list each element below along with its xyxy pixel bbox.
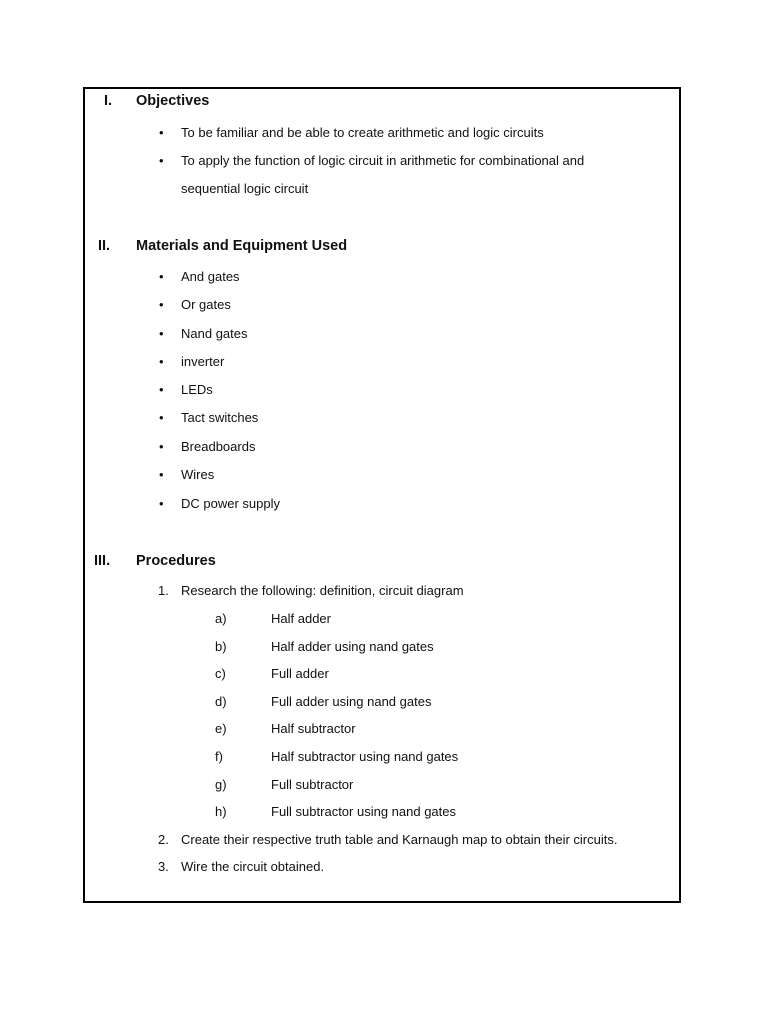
subitem-letter: d)	[215, 694, 227, 709]
subitem-letter: a)	[215, 611, 227, 626]
document-frame	[83, 87, 681, 903]
list-item-continuation: sequential logic circuit	[181, 181, 309, 196]
subitem-text: Half subtractor using nand gates	[271, 749, 459, 764]
subitem-letter: f)	[215, 749, 223, 764]
bullet-marker: •	[159, 410, 164, 425]
list-item: Or gates	[181, 297, 231, 312]
bullet-marker: •	[159, 153, 164, 168]
section-heading-objectives: Objectives	[136, 93, 210, 109]
step-number: 2.	[158, 832, 169, 847]
section-numeral: I.	[104, 93, 113, 109]
subitem-letter: h)	[215, 804, 227, 819]
bullet-marker: •	[159, 297, 164, 312]
subitem-letter: b)	[215, 639, 227, 654]
bullet-marker: •	[159, 326, 164, 341]
list-item: Nand gates	[181, 326, 248, 341]
step-text: Create their respective truth table and Karnaugh map to obtain their circuits.	[181, 832, 618, 847]
bullet-marker: •	[159, 467, 164, 482]
step-number: 1.	[158, 583, 169, 598]
list-item: Tact switches	[181, 410, 259, 425]
bullet-marker: •	[159, 125, 164, 140]
subitem-letter: g)	[215, 777, 227, 792]
list-item: inverter	[181, 354, 225, 369]
bullet-marker: •	[159, 496, 164, 511]
subitem-text: Half subtractor	[271, 721, 356, 736]
bullet-marker: •	[159, 439, 164, 454]
bullet-marker: •	[159, 269, 164, 284]
bullet-marker: •	[159, 382, 164, 397]
bullet-marker: •	[159, 354, 164, 369]
subitem-text: Full adder using nand gates	[271, 694, 432, 709]
section-heading-materials: Materials and Equipment Used	[136, 238, 348, 254]
subitem-text: Half adder	[271, 611, 331, 626]
subitem-text: Full subtractor using nand gates	[271, 804, 456, 819]
list-item: DC power supply	[181, 496, 280, 511]
subitem-letter: e)	[215, 721, 227, 736]
subitem-text: Half adder using nand gates	[271, 639, 434, 654]
list-item: Wires	[181, 467, 215, 482]
step-text: Wire the circuit obtained.	[181, 859, 325, 874]
step-number: 3.	[158, 859, 169, 874]
section-numeral: III.	[94, 553, 111, 569]
step-text: Research the following: definition, circuit diagram	[181, 583, 464, 598]
section-heading-procedures: Procedures	[136, 553, 216, 569]
subitem-letter: c)	[215, 666, 226, 681]
list-item: To apply the function of logic circuit in arithmetic for combinational and	[181, 153, 585, 168]
section-numeral: II.	[98, 238, 111, 254]
list-item: To be familiar and be able to create arithmetic and logic circuits	[181, 125, 544, 140]
list-item: And gates	[181, 269, 240, 284]
list-item: Breadboards	[181, 439, 256, 454]
subitem-text: Full adder	[271, 666, 329, 681]
subitem-text: Full subtractor	[271, 777, 354, 792]
list-item: LEDs	[181, 382, 213, 397]
